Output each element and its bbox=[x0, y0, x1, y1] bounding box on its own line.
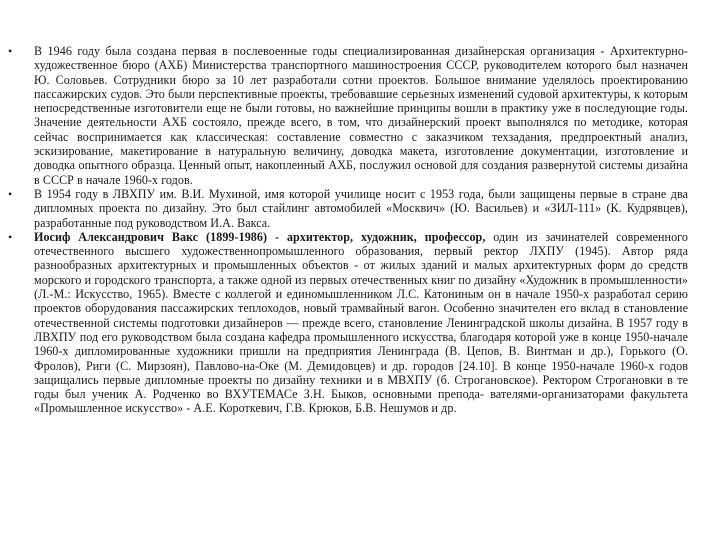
list-item bbox=[8, 230, 688, 416]
bullet-list bbox=[8, 44, 688, 416]
bullet-dot-icon: • bbox=[8, 44, 13, 58]
paragraph-text bbox=[34, 230, 688, 416]
list-item bbox=[8, 187, 688, 230]
paragraph-body: один из зачинателей современного отечественного высшего художественнопромышленного образования, первый ректор ЛХПУ (1945). Автор ряда разнообразных архитектурных и промышленных объектов - от жилых зданий и малых архитектурных форм до средств морского и городского транспорта, а также одной из первых отечественных книг по дизайну «Художник в промышленности» (Л.-М.: Искусство, 1965). Вместе с коллегой и единомышленником Л.С. Катониным он в начале 1950-х разработал серию проектов оборудования пассажирских теплоходов, новый трамвайный вагон. Особенно значителен его вклад в становление отечественной системы подготовки дизайнеров — прежде всего, становление Ленинградской школы дизайна. В 1957 году в ЛВХПУ под его руководством была создана кафедра промышленного искусства, благодаря которой уже в конце 1950-начале 1960-х дипломированные художники пришли на предприятия Ленинграда (В. Цепов, В. Винтман и др.), Горького (О. Фролов), Риги (С. Мирзоян), Павлово-на-Оке (М. Демидовцев) и др. городов [24.10]. В конце 1950-начале 1960-х годов защищались первые дипломные проекты по дизайну техники и в МВХПУ (б. Строгановское). Ректором Строгановки в те годы был ученик А. Родченко во ВХУТЕМАСе З.Н. Быков, основными препода- вателями-организаторами факультета «Промышленное искусство» - А.Е. Короткевич, Г.В. Крюков, Б.В. Нешумов и др. bbox=[34, 229, 688, 416]
list-item bbox=[8, 44, 688, 187]
paragraph-text bbox=[34, 187, 688, 230]
bullet-dot-icon: • bbox=[8, 229, 13, 244]
paragraph-bold-lead: Иосиф Александрович Вакс (1899-1986) - архитектор, художник, профессор, bbox=[34, 229, 486, 244]
bullet-dot-icon: • bbox=[8, 186, 13, 201]
paragraph-body: В 1954 году в ЛВХПУ им. В.И. Мухиной, имя которой училище носит с 1953 года, были защищены первые в стране два дипломных проекта по дизайну. Это был стайлинг автомобилей «Москвич» (Ю. Васильев) и «ЗИЛ-111» (К. Кудрявцев), разработанные под руководством И.А. Вакса. bbox=[34, 186, 688, 230]
paragraph-body: В 1946 году была создана первая в послевоенные годы специализированная дизайнерская организация - Архитектурно-художественное бюро (АХБ) Министерства транспортного машиностроения СССР, руководителем которого был назначен Ю. Соловьев. Сотрудники бюро за 10 лет разработали сотни проектов. Большое внимание уделялось проектированию пассажирских судов. Это были перспективные проекты, требовавшие серьезных изменений судовой архитектуры, к которым непосредственные изготовители еще не были готовы, но важнейшие принципы вошли в практику уже в последующие годы. Значение деятельности АХБ состояло, прежде всего, в том, что дизайнерский проект выполнялся по методике, которая сейчас воспринимается как классическая: составление совместно с заказчиком техзадания, предпроектный анализ, эскизирование, макетирование в натуральную величину, доводка макета, изготовление документации, изготовление и доводка опытного образца. Ценный опыт, накопленный АХБ, послужил основой для создания развернутой системы дизайна в СССР в начале 1960-х годов. bbox=[34, 44, 688, 187]
paragraph-text bbox=[34, 44, 688, 187]
